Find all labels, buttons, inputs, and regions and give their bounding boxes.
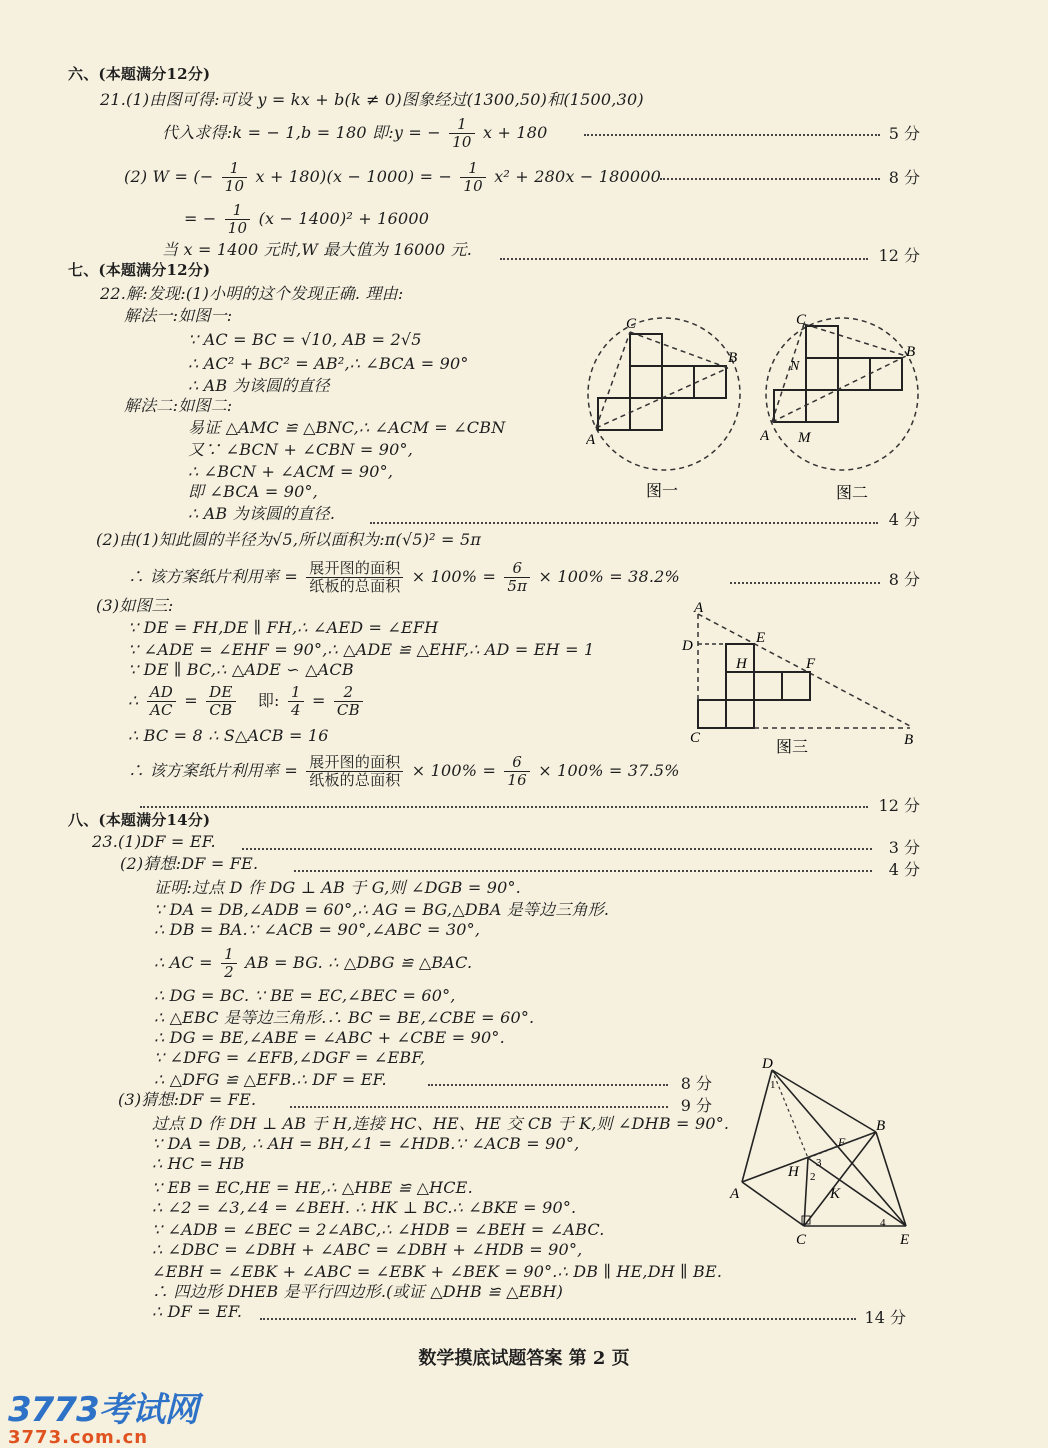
frac-num: 6 [504, 754, 530, 772]
fig1-ac [596, 332, 630, 428]
site-logo [8, 1382, 198, 1448]
q22-line20-a: ∴ 该方案纸片利用率 = [128, 761, 298, 780]
frac-den: 4 [290, 701, 301, 719]
q22-line13 [128, 560, 680, 595]
q22-line10: 即 ∠BCA = 90°, [188, 482, 318, 501]
q22-line20-b: × 100% = [411, 761, 497, 780]
section-7-header: 七、(本题满分12分) [68, 261, 211, 279]
q23-line3: 证明:过点 D 作 DG ⊥ AB 于 G,则 ∠DGB = 90°. [154, 878, 521, 897]
fig4-angle-3: 3 [816, 1157, 822, 1169]
fig3-label-f: F [806, 656, 816, 672]
fig2-label-a: A [760, 428, 770, 444]
fig4-dh [772, 1070, 808, 1158]
fig3-label-e: E [756, 630, 766, 646]
q22-line18-mid: 即: [257, 691, 280, 710]
frac-num: 6 [504, 560, 530, 578]
page-footer: 数学摸底试题答案 第 2 页 [418, 1348, 630, 1369]
fig4-angle-1: 1 [770, 1079, 776, 1091]
q22-line18-pre: ∴ [128, 691, 139, 710]
q23-line2: (2)猜想:DF = FE. [120, 854, 259, 873]
q21-line4-fraction [225, 202, 251, 237]
frac-num: AD [147, 684, 176, 702]
leader-dots [584, 134, 880, 136]
q22-line18 [128, 684, 366, 719]
q22-line17: ∵ DE ∥ BC,∴ △ADE ∽ △ACB [128, 660, 354, 679]
q22-line20-c: × 100% = 37.5% [538, 761, 680, 780]
fig2-label-n: N [790, 359, 800, 374]
fig4-label-e: E [900, 1232, 910, 1248]
fig4-label-h: H [788, 1164, 799, 1180]
q23-line9: ∴ DG = BE,∠ABE = ∠ABC + ∠CBE = 90°. [154, 1028, 505, 1047]
q21-line2-fraction [449, 116, 475, 151]
fig3-net [698, 644, 810, 728]
fig4-label-k: K [830, 1186, 841, 1202]
q23-line6 [154, 946, 472, 981]
q22-line20 [128, 754, 680, 789]
fig4-label-c: C [796, 1232, 807, 1248]
frac-num: 1 [288, 684, 304, 702]
q21-line3-c: x² + 280x − 180000 [494, 167, 662, 186]
q22-line1: 22.解:发现:(1)小明的这个发现正确. 理由: [100, 284, 404, 303]
score-4-q23: 4 分 [888, 860, 920, 879]
q22-line5: ∴ AB 为该圆的直径 [188, 376, 330, 395]
fig2-label-m: M [798, 430, 811, 446]
q23-line1: 23.(1)DF = EF. [92, 832, 216, 851]
fig2-net [774, 326, 902, 422]
fig3-caption: 图三 [776, 739, 809, 756]
fig3-label-d: D [682, 638, 693, 654]
fig3-label-a: A [694, 600, 704, 616]
frac-den: 10 [224, 177, 245, 195]
q23-line16: ∵ EB = EC,HE = HE,∴ △HBE ≌ △HCE. [152, 1178, 473, 1197]
leader-dots [290, 1106, 668, 1108]
q22-line13-fraction [306, 560, 403, 595]
frac-num: 1 [221, 946, 237, 964]
q23-line5: ∴ DB = BA.∵ ∠ACB = 90°,∠ABC = 30°, [154, 920, 481, 939]
score-8: 8 分 [888, 168, 920, 187]
fig4-label-f: F [838, 1135, 846, 1149]
frac-num: DE [206, 684, 235, 702]
frac-num: 展开图的面积 [306, 560, 403, 578]
q21-line3-fraction2 [460, 160, 486, 195]
figure-4 [726, 1048, 926, 1248]
q22-line4: ∴ AC² + BC² = AB²,∴ ∠BCA = 90° [188, 354, 469, 373]
frac-den: 纸板的总面积 [309, 771, 401, 789]
fig3-ab [698, 614, 910, 726]
logo-main-text: 3773考试网 [8, 1390, 198, 1430]
frac-2-cb [334, 684, 363, 719]
fig3-label-h: H [736, 656, 747, 672]
q21-line5: 当 x = 1400 元时,W 最大值为 16000 元. [162, 240, 473, 259]
q22-line16: ∵ ∠ADE = ∠EHF = 90°,∴ △ADE ≌ △EHF,∴ AD = EH = 1 [128, 640, 595, 659]
frac-den: 10 [452, 133, 472, 151]
q22-line19: ∴ BC = 8 ∴ S△ACB = 16 [128, 726, 329, 745]
frac-num: 2 [334, 684, 363, 702]
q22-line3: ∵ AC = BC = √10, AB = 2√5 [188, 330, 422, 349]
q22-line2: 解法一:如图一: [124, 306, 233, 325]
section-6-header: 六、(本题满分12分) [68, 65, 211, 83]
q22-line13-b: × 100% = [411, 567, 497, 586]
fig4-lines [742, 1070, 906, 1226]
q21-line1: 21.(1)由图可得:可设 y = kx + b(k ≠ 0)图象经过(1300,50)和(1500,30) [100, 90, 644, 109]
q23-line14: ∵ DA = DB, ∴ AH = BH,∠1 = ∠HDB.∵ ∠ACB = 90°, [152, 1134, 580, 1153]
fig2-cb [804, 324, 906, 356]
fig2-label-c: C [796, 312, 807, 328]
q22-line15: ∵ DE = FH,DE ∥ FH,∴ ∠AED = ∠EFH [128, 618, 439, 637]
q23-line18: ∵ ∠ADB = ∠BEC = 2∠ABC,∴ ∠HDB = ∠BEH = ∠ABC. [152, 1220, 605, 1239]
score-12: 12 分 [878, 246, 920, 265]
eq-sign: = [184, 691, 198, 710]
q22-line7: 易证 △AMC ≌ △BNC,∴ ∠ACM = ∠CBN [188, 418, 506, 437]
figure-1 [586, 310, 746, 500]
q23-line11: ∴ △DFG ≌ △EFB.∴ DF = EF. [154, 1070, 387, 1089]
q22-line9: ∴ ∠BCN + ∠ACM = 90°, [188, 462, 394, 481]
q22-line14: (3)如图三: [96, 596, 174, 615]
q23-line6-b: AB = BG. ∴ △DBG ≌ △BAC. [245, 953, 473, 972]
q23-line22: ∴ DF = EF. [152, 1302, 243, 1321]
frac-num: 1 [222, 160, 248, 178]
frac-den: 5π [507, 577, 528, 595]
q23-line6-fraction [221, 946, 237, 981]
q23-line12: (3)猜想:DF = FE. [118, 1090, 257, 1109]
leader-dots [428, 1084, 668, 1086]
frac-num: 1 [460, 160, 486, 178]
score-8-q22: 8 分 [888, 570, 920, 589]
score-4: 4 分 [888, 510, 920, 529]
logo-url-text: 3773.com.cn [8, 1427, 149, 1448]
frac-den: 2 [224, 963, 234, 981]
fig4-label-b: B [876, 1118, 886, 1134]
q22-line20-fraction2 [504, 754, 530, 789]
q23-line13: 过点 D 作 DH ⊥ AB 于 H,连接 HC、HE、HE 交 CB 于 K,则 ∠DHB = 90°. [152, 1114, 730, 1133]
q22-line13-c: × 100% = 38.2% [538, 567, 680, 586]
frac-den: 纸板的总面积 [309, 577, 401, 595]
fig1-label-c: C [626, 316, 637, 332]
q21-line3-fraction [222, 160, 248, 195]
q23-line20: ∠EBH = ∠EBK + ∠ABC = ∠EBK + ∠BEK = 90°.∴ DB ∥ HE,DH ∥ BE. [152, 1262, 723, 1281]
fig1-caption: 图一 [646, 483, 679, 500]
fig1-label-a: A [586, 432, 596, 448]
frac-den: CB [209, 701, 233, 719]
q22-line20-fraction [306, 754, 403, 789]
frac-den: 10 [463, 177, 483, 195]
frac-num: 1 [449, 116, 475, 134]
eq-sign: = [311, 691, 326, 710]
q21-line3 [124, 160, 661, 195]
fig1-net [598, 334, 726, 430]
frac-1-4 [288, 684, 304, 719]
q23-line21: ∴ 四边形 DHEB 是平行四边形.(或证 △DHB ≌ △EBH) [152, 1282, 564, 1301]
score-9: 9 分 [680, 1096, 712, 1115]
q22-line6: 解法二:如图二: [124, 396, 233, 415]
frac-ad-ac [147, 684, 176, 719]
frac-de-cb [206, 684, 235, 719]
leader-dots [660, 178, 880, 180]
leader-dots [260, 1318, 856, 1320]
q21-line3-a: (2) W = (− [124, 167, 214, 186]
q23-line17: ∴ ∠2 = ∠3,∠4 = ∠BEH. ∴ HK ⊥ BC.∴ ∠BKE = 90°. [152, 1198, 577, 1217]
fig3-label-c: C [690, 730, 701, 746]
fig4-label-a: A [730, 1186, 740, 1202]
fig1-circle [588, 318, 740, 470]
section-8-header: 八、(本题满分14分) [68, 811, 211, 829]
q22-line13-fraction2 [504, 560, 530, 595]
q23-line4: ∵ DA = DB,∠ADB = 60°,∴ AG = BG,△DBA 是等边三角形. [154, 900, 610, 919]
frac-den: 16 [507, 771, 527, 789]
fig1-cb [630, 332, 728, 368]
fig2-caption: 图二 [836, 485, 869, 500]
fig4-label-d: D [762, 1056, 773, 1072]
q22-line11: ∴ AB 为该圆的直径. [188, 504, 336, 523]
score-8-q23: 8 分 [680, 1074, 712, 1093]
fig3-label-b: B [904, 732, 914, 748]
leader-dots [500, 258, 868, 260]
q21-line4 [184, 202, 429, 237]
q22-line8: 又∵ ∠BCN + ∠CBN = 90°, [188, 440, 413, 459]
frac-den: 10 [227, 219, 248, 237]
fig1-label-b: B [728, 350, 738, 366]
frac-den: AC [149, 701, 173, 719]
frac-num: 1 [225, 202, 251, 220]
fig4-angle-2: 2 [810, 1171, 816, 1183]
fig4-angle-4: 4 [880, 1217, 886, 1229]
score-3: 3 分 [888, 838, 920, 857]
q21-line2-text: 代入求得:k = − 1,b = 180 即:y = − [162, 123, 441, 142]
leader-dots [140, 806, 868, 808]
frac-num: 展开图的面积 [306, 754, 403, 772]
figure-3 [678, 598, 928, 758]
score-5: 5 分 [888, 124, 920, 143]
fig2-circle [766, 318, 918, 470]
q23-line19: ∴ ∠DBC = ∠DBH + ∠ABC = ∠DBH + ∠HDB = 90°, [152, 1240, 583, 1259]
figure-2 [760, 306, 930, 500]
fig2-label-b: B [906, 344, 916, 360]
q23-line7: ∴ DG = BC. ∵ BE = EC,∠BEC = 60°, [154, 986, 456, 1005]
frac-den: CB [336, 701, 360, 719]
q21-line2 [162, 116, 548, 151]
score-14: 14 分 [864, 1308, 906, 1327]
q23-line6-a: ∴ AC = [154, 953, 213, 972]
q23-line10: ∵ ∠DFG = ∠EFB,∠DGF = ∠EBF, [154, 1048, 426, 1067]
q21-line2-tail: x + 180 [482, 123, 548, 142]
leader-dots [294, 870, 872, 872]
q23-line15: ∴ HC = HB [152, 1154, 245, 1173]
q23-line8: ∴ △EBC 是等边三角形.∴ BC = BE,∠CBE = 60°. [154, 1008, 535, 1027]
leader-dots [730, 582, 880, 584]
q21-line3-b: x + 180)(x − 1000) = − [255, 167, 453, 186]
leader-dots [370, 522, 878, 524]
q21-line4-a: = − [184, 209, 217, 228]
score-12-q22: 12 分 [878, 796, 920, 815]
q21-line4-b: (x − 1400)² + 16000 [258, 209, 430, 228]
leader-dots [242, 848, 872, 850]
q22-line12: (2)由(1)知此圆的半径为√5,所以面积为:π(√5)² = 5π [96, 530, 482, 549]
q22-line13-a: ∴ 该方案纸片利用率 = [128, 567, 298, 586]
